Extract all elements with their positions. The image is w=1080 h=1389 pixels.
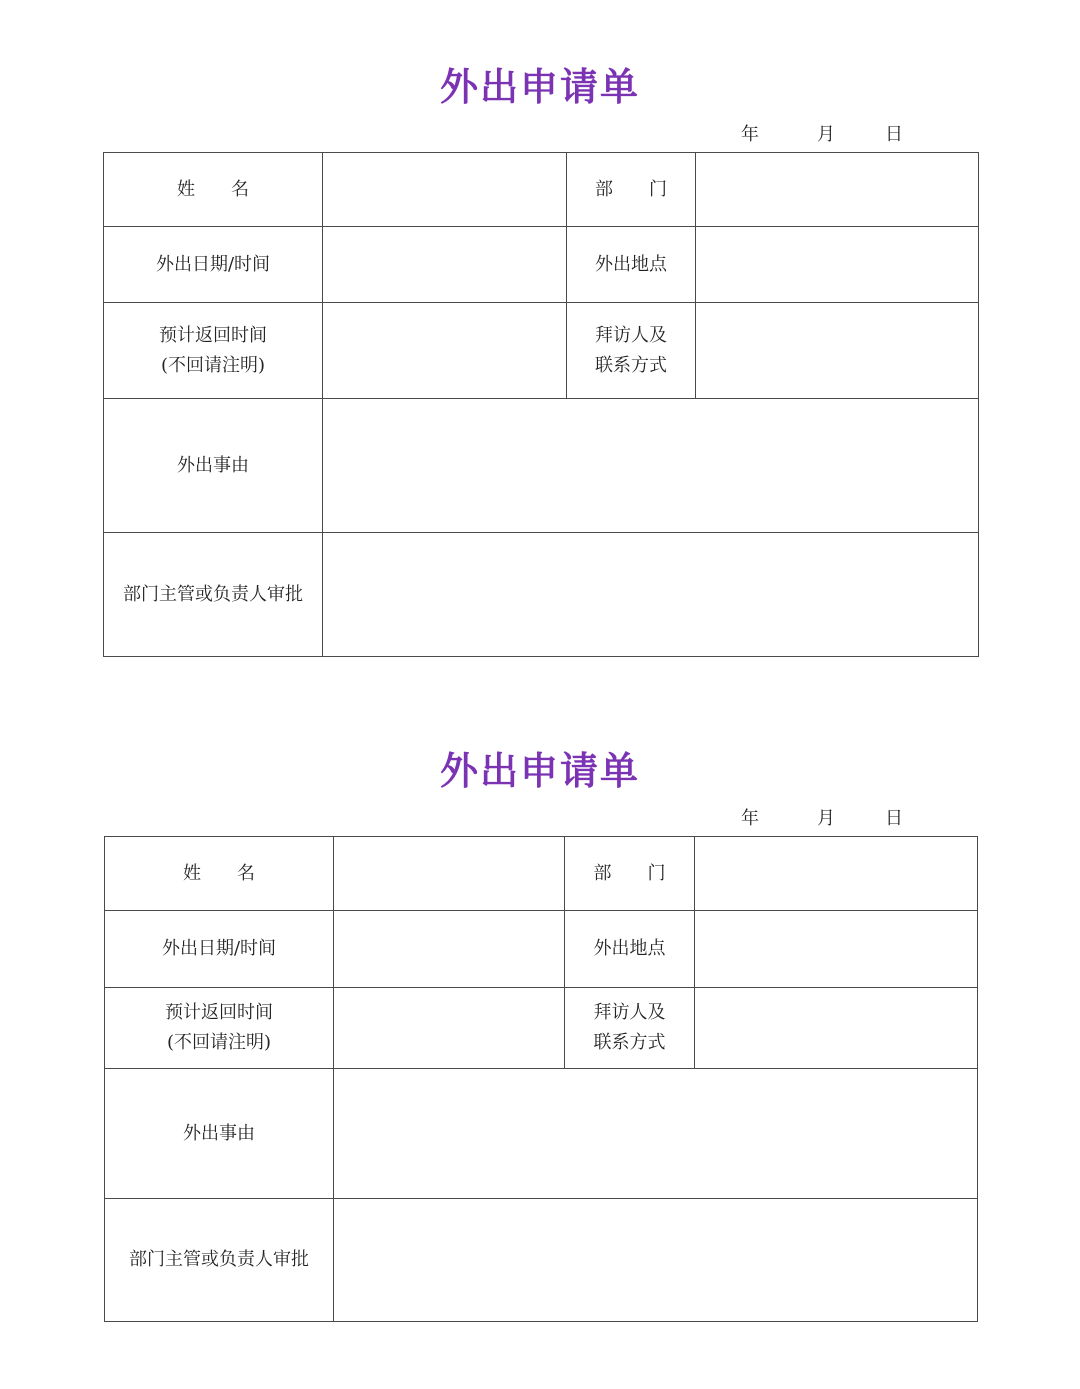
name-label: 姓 名 <box>177 178 249 200</box>
approval-label: 部门主管或负责人审批 <box>129 1249 309 1270</box>
approval-label-cell <box>105 1199 334 1322</box>
department-label: 部 门 <box>593 862 666 884</box>
return-time-label: 预计返回时间 (不回请注明) <box>165 1002 273 1053</box>
reason-field[interactable] <box>334 1069 978 1199</box>
date-month-label: 月 <box>817 124 835 145</box>
department-field[interactable] <box>696 153 979 227</box>
date-year-label: 年 <box>741 124 759 145</box>
name-label-cell <box>104 153 323 227</box>
reason-label: 外出事由 <box>183 1122 255 1144</box>
return-time-label-cell <box>105 988 334 1069</box>
reason-field[interactable] <box>323 399 979 533</box>
date-day-label: 日 <box>885 808 903 829</box>
form-title: 外出申请单 <box>439 65 640 109</box>
application-table <box>103 152 979 657</box>
form-title: 外出申请单 <box>439 749 640 793</box>
out-datetime-field[interactable] <box>323 227 567 303</box>
reason-label: 外出事由 <box>177 454 249 476</box>
out-place-label-cell <box>565 911 695 988</box>
out-place-label-cell <box>567 227 696 303</box>
approval-field[interactable] <box>334 1199 978 1322</box>
return-time-field[interactable] <box>323 303 567 399</box>
approval-label-cell <box>104 533 323 657</box>
department-label-cell <box>567 153 696 227</box>
date-line <box>0 810 1080 830</box>
visitee-field[interactable] <box>695 988 978 1069</box>
out-datetime-label-cell <box>105 911 334 988</box>
out-datetime-label: 外出日期/时间 <box>161 938 277 959</box>
department-label: 部 门 <box>595 178 667 200</box>
return-time-label-cell <box>104 303 323 399</box>
out-datetime-label-cell <box>104 227 323 303</box>
visitee-label-cell <box>565 988 695 1069</box>
department-label-cell <box>565 837 695 911</box>
out-place-label: 外出地点 <box>593 938 666 959</box>
visitee-label-cell <box>567 303 696 399</box>
visitee-field[interactable] <box>696 303 979 399</box>
reason-label-cell <box>105 1069 334 1199</box>
visitee-label: 拜访人及 联系方式 <box>595 324 667 376</box>
date-day-label: 日 <box>885 124 903 145</box>
return-time-field[interactable] <box>334 988 565 1069</box>
approval-label: 部门主管或负责人审批 <box>123 583 303 605</box>
return-time-label: 预计返回时间 (不回请注明) <box>159 324 267 376</box>
name-label: 姓 名 <box>183 862 255 884</box>
date-month-label: 月 <box>817 808 835 829</box>
reason-label-cell <box>104 399 323 533</box>
date-year-label: 年 <box>741 808 759 829</box>
out-place-field[interactable] <box>696 227 979 303</box>
out-datetime-field[interactable] <box>334 911 565 988</box>
date-line <box>0 126 1080 146</box>
application-table <box>104 836 978 1322</box>
name-field[interactable] <box>323 153 567 227</box>
department-field[interactable] <box>695 837 978 911</box>
out-datetime-label: 外出日期/时间 <box>155 253 271 275</box>
out-place-label: 外出地点 <box>595 253 667 275</box>
visitee-label: 拜访人及 联系方式 <box>593 1002 666 1053</box>
out-place-field[interactable] <box>695 911 978 988</box>
approval-field[interactable] <box>323 533 979 657</box>
name-label-cell <box>105 837 334 911</box>
name-field[interactable] <box>334 837 565 911</box>
